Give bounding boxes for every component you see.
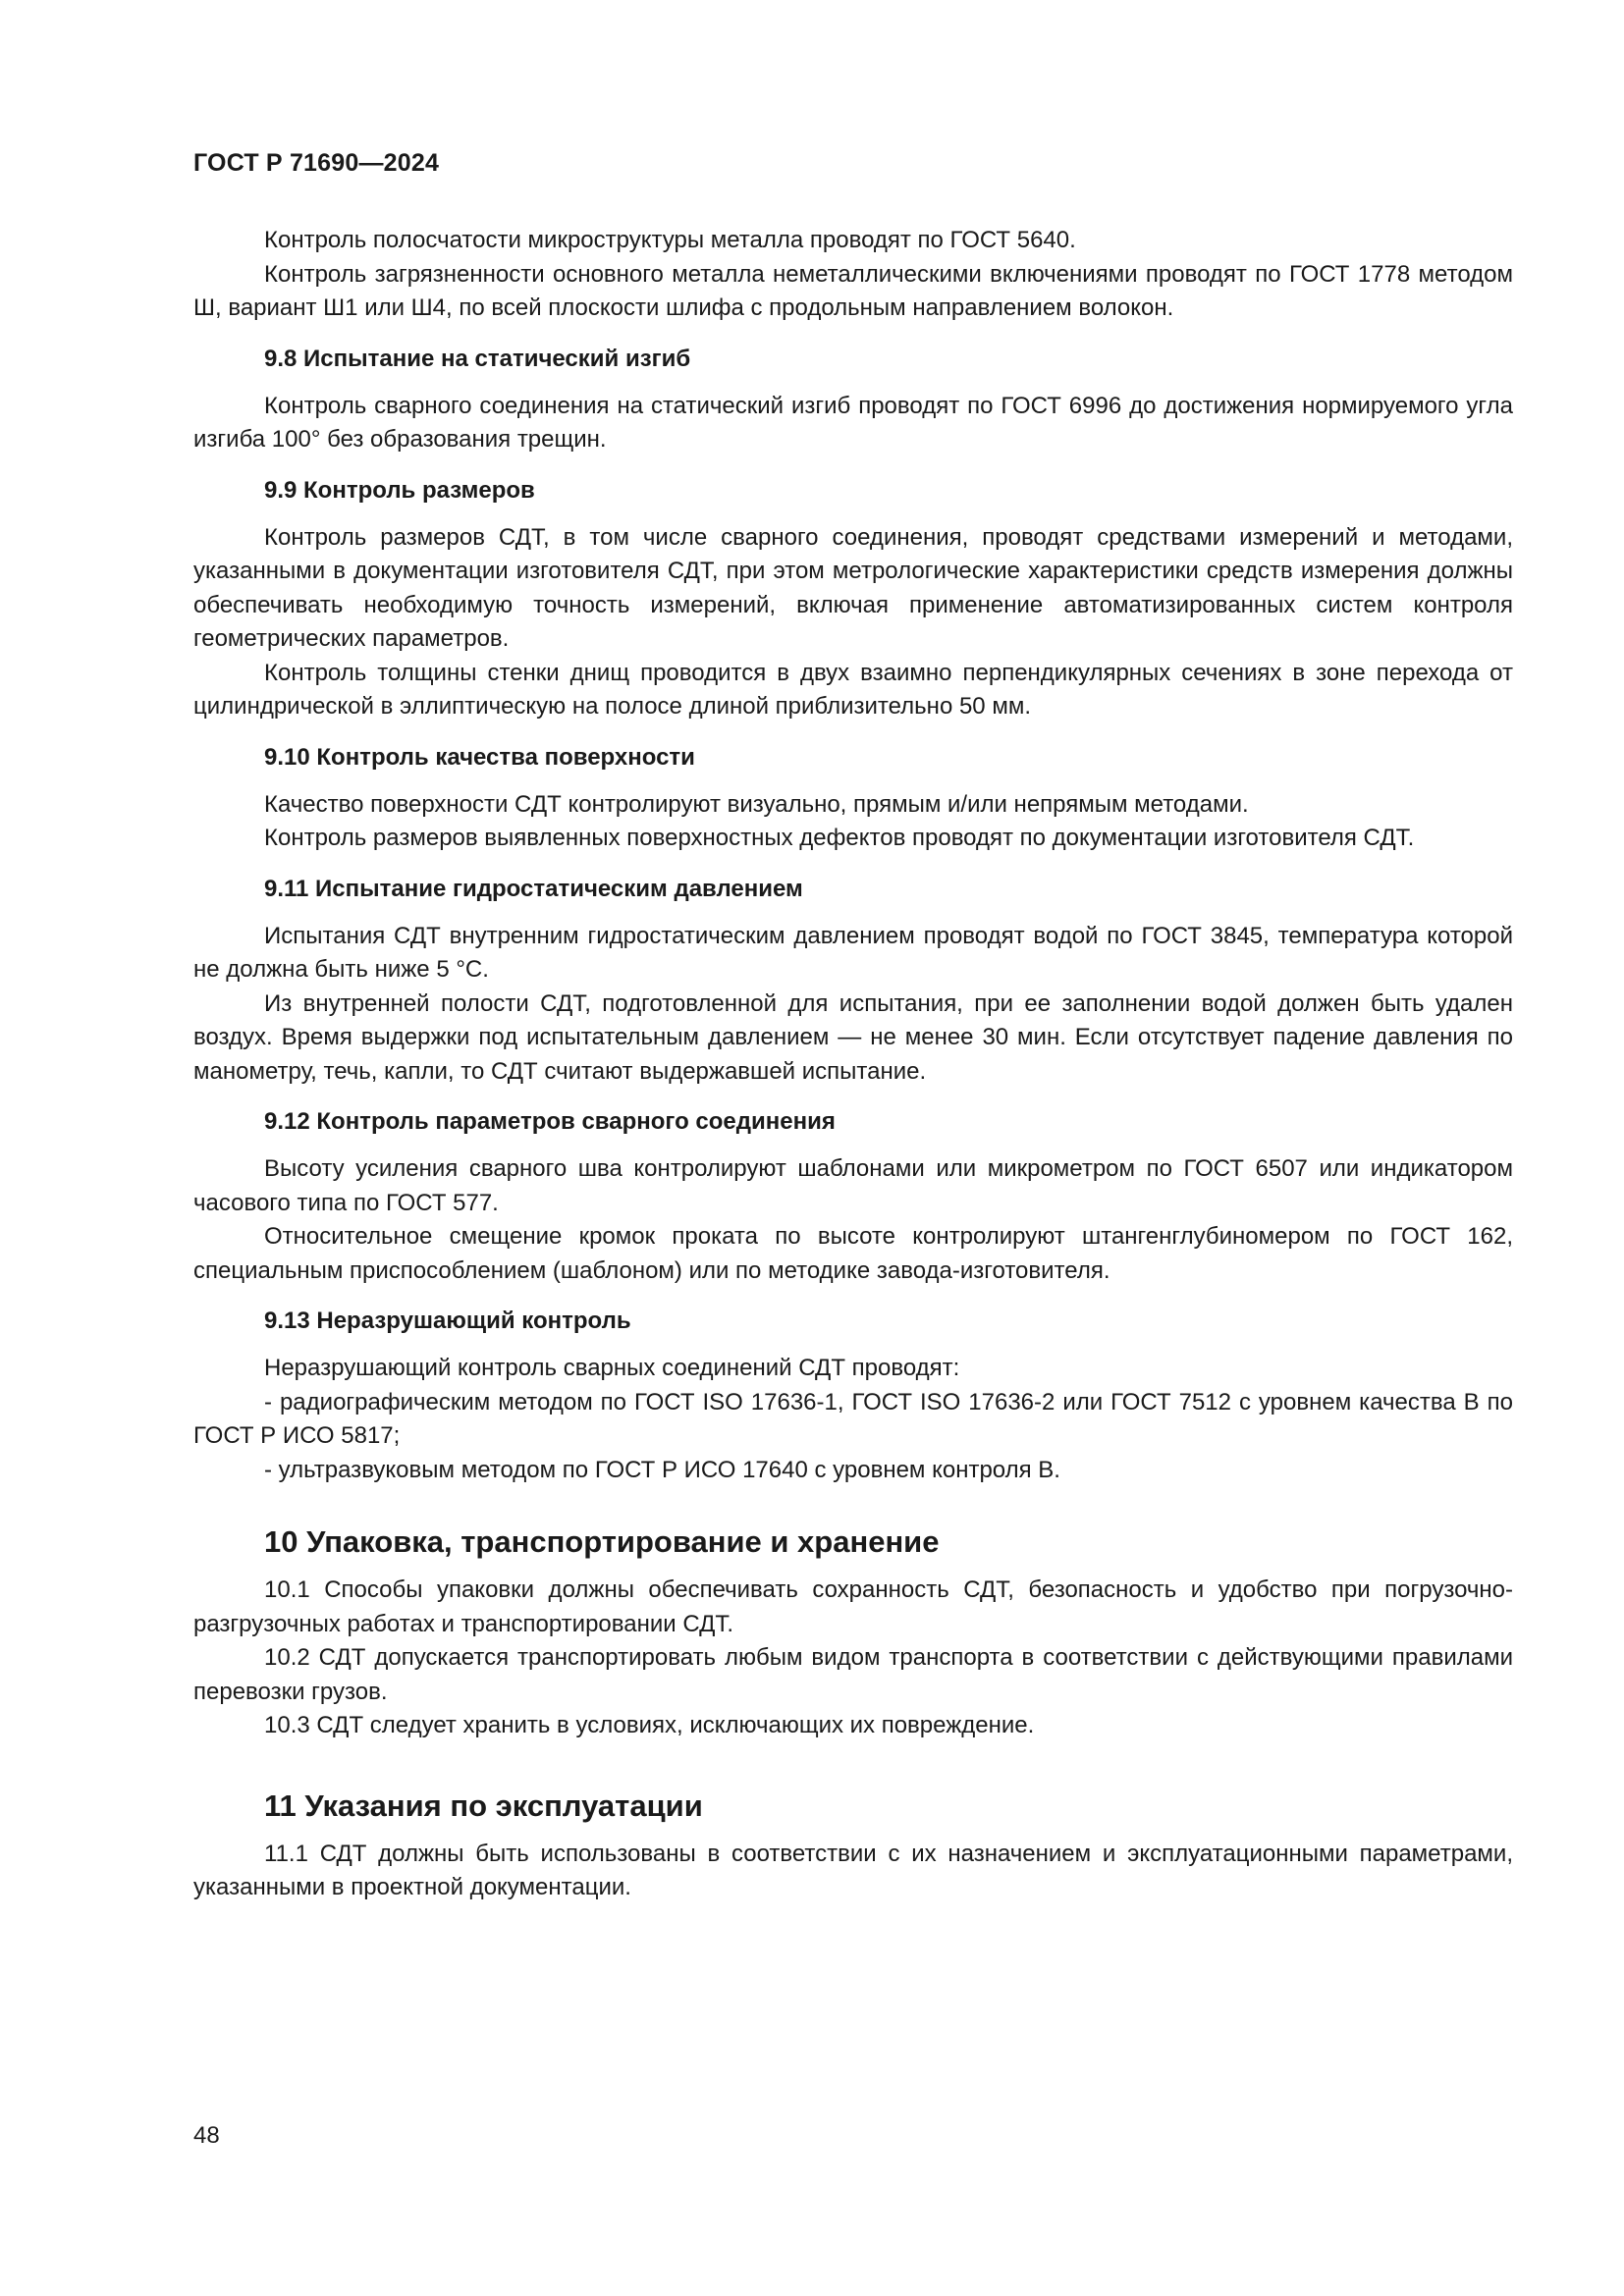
section-heading-10: 10 Упаковка, транспортирование и хранение [264,1524,940,1559]
list-item: - радиографическим методом по ГОСТ ISO 17636-1, ГОСТ ISO 17636-2 или ГОСТ 7512 с уровнем качества В по ГОСТ Р ИСО 5817; [193,1388,1513,1449]
paragraph: Из внутренней полости СДТ, подготовленной для испытания, при ее заполнении водой должен быть удален воздух. Время выдержки под испытательным давлением — не менее 30 мин. Если отсутствует падение давления по манометру, течь, капли, то СДТ считают выдержавшей испытание. [193,989,1513,1085]
paragraph: 10.1 Способы упаковки должны обеспечивать сохранность СДТ, безопасность и удобство при погрузочно-разгрузочных работах и транспортировании СДТ. [193,1576,1513,1637]
paragraph: Высоту усиления сварного шва контролируют шаблонами или микрометром по ГОСТ 6507 или индикатором часового типа по ГОСТ 577. [193,1155,1513,1216]
paragraph: 10.3 СДТ следует хранить в условиях, исключающих их повреждение. [264,1712,1035,1738]
section-heading-9-12: 9.12 Контроль параметров сварного соединения [264,1108,836,1135]
paragraph: 11.1 СДТ должны быть использованы в соответствии с их назначением и эксплуатационными параметрами, указанными в проектной документации. [193,1840,1513,1900]
paragraph: Контроль полосчатости микроструктуры металла проводят по ГОСТ 5640. [264,227,1076,253]
list-item: - ультразвуковым методом по ГОСТ Р ИСО 17640 с уровнем контроля В. [264,1456,1060,1483]
section-heading-9-13: 9.13 Неразрушающий контроль [264,1308,631,1334]
paragraph: Контроль толщины стенки днищ проводится в двух взаимно перпендикулярных сечениях в зоне перехода от цилиндрической в эллиптическую на полосе длиной приблизительно 50 мм. [193,659,1513,720]
section-heading-9-10: 9.10 Контроль качества поверхности [264,743,695,771]
paragraph: Неразрушающий контроль сварных соединений СДТ проводят: [264,1355,960,1381]
paragraph: 10.2 СДТ допускается транспортировать любым видом транспорта в соответствии с действующими правилами перевозки грузов. [193,1644,1513,1705]
paragraph: Контроль сварного соединения на статический изгиб проводят по ГОСТ 6996 до достижения нормируемого угла изгиба 100° без образования трещин. [193,392,1513,453]
paragraph: Контроль загрязненности основного металла неметаллическими включениями проводят по ГОСТ 1778 методом Ш, вариант Ш1 или Ш4, по всей плоскости шлифа с продольным направлением волокон. [193,260,1513,321]
section-heading-9-9: 9.9 Контроль размеров [264,476,535,504]
section-heading-11: 11 Указания по эксплуатации [264,1788,703,1823]
paragraph: Контроль размеров СДТ, в том числе сварного соединения, проводят средствами измерений и методами, указанными в документации изготовителя СДТ, при этом метрологические характеристики средств измерения должны обеспечивать необходимую точность измерений, включая применение автоматизированных систем контроля геометрических параметров. [193,523,1513,652]
paragraph: Испытания СДТ внутренним гидростатическим давлением проводят водой по ГОСТ 3845, температура которой не должна быть ниже 5 °С. [193,922,1513,983]
document-body [193,224,1513,1905]
document-header: ГОСТ Р 71690—2024 [193,149,440,177]
paragraph: Качество поверхности СДТ контролируют визуально, прямым и/или непрямым методами. [264,790,1249,818]
section-heading-9-8: 9.8 Испытание на статический изгиб [264,345,691,372]
paragraph: Контроль размеров выявленных поверхностных дефектов проводят по документации изготовителя СДТ. [264,825,1415,851]
page-number: 48 [193,2122,220,2149]
paragraph: Относительное смещение кромок проката по высоте контролируют штангенглубиномером по ГОСТ 162, специальным приспособлением (шаблоном) или по методике завода-изготовителя. [193,1223,1513,1284]
section-heading-9-11: 9.11 Испытание гидростатическим давлением [264,875,803,902]
